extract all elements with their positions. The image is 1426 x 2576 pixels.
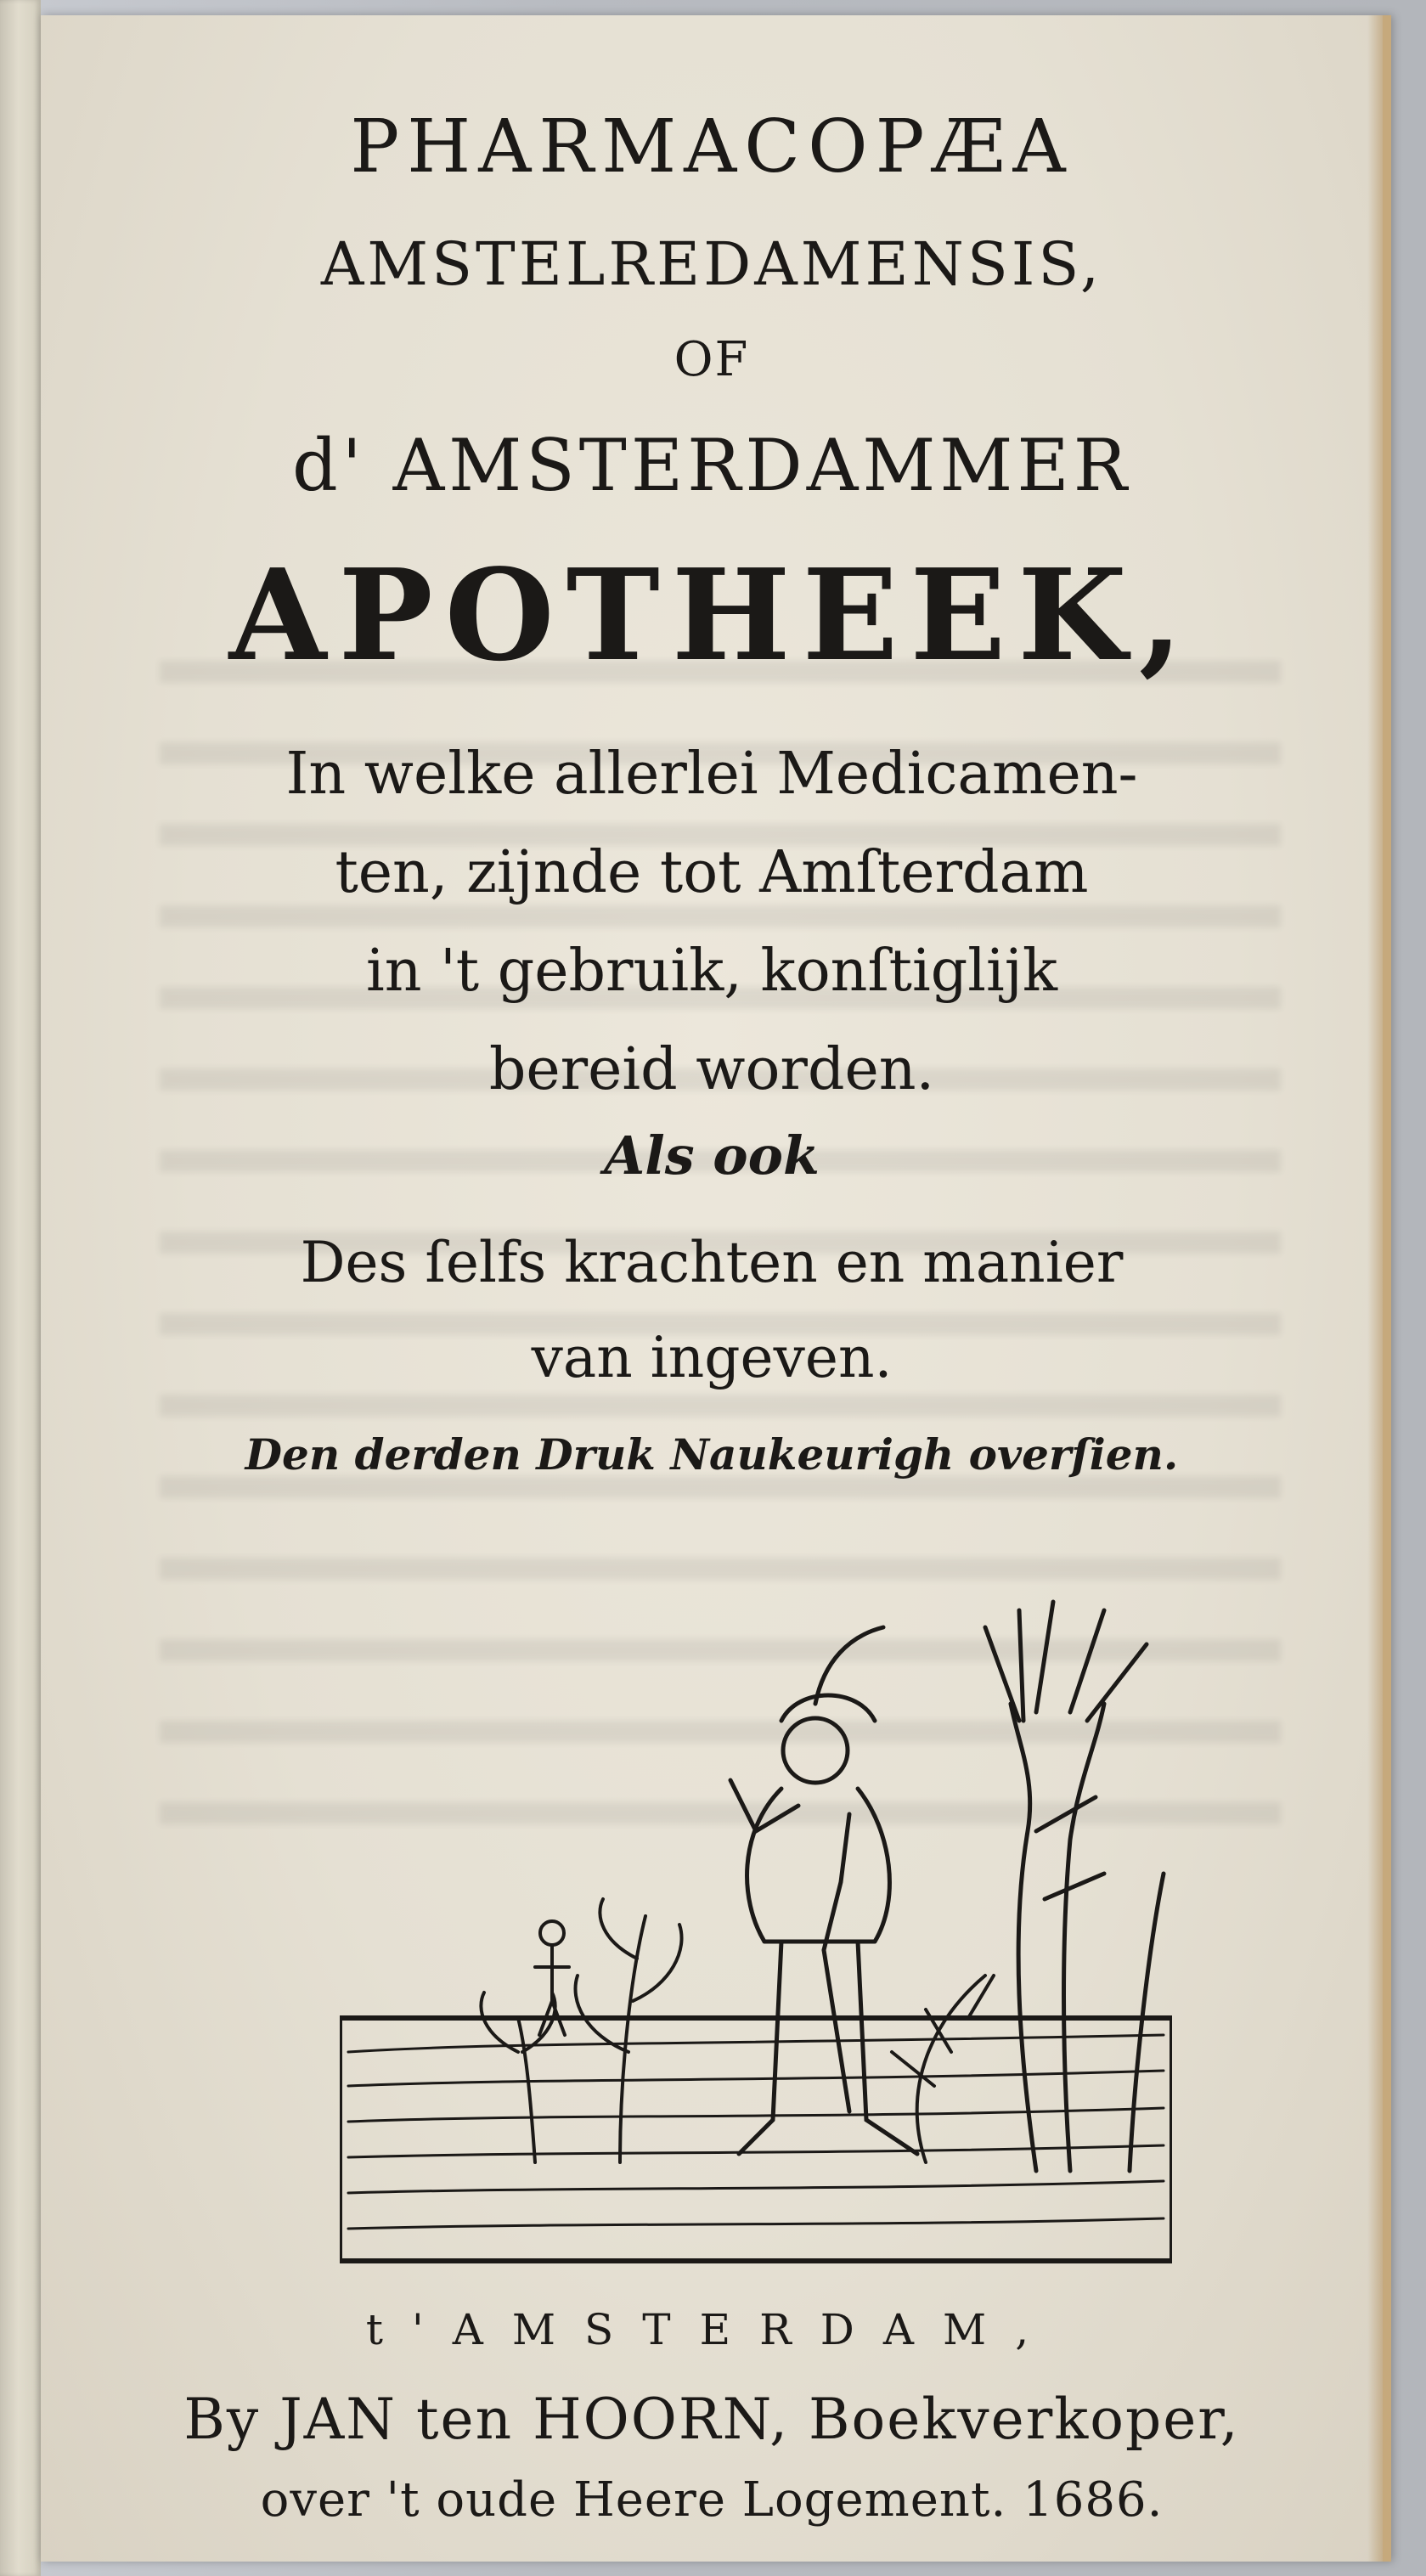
description-line-2: ten, zijnde tot Amſterdam xyxy=(335,839,1089,906)
man-figure-icon xyxy=(730,1627,917,2154)
title-line-of: OF xyxy=(674,332,750,387)
title-line-pharmacopaea: PHARMACOPÆA xyxy=(350,104,1074,189)
imprint-place: t'AMSTERDAM, xyxy=(365,2305,1058,2354)
imprint-printer: By JAN ten HOORN, Boekverkoper, xyxy=(183,2387,1240,2452)
title-line-amstelredamensis: AMSTELREDAMENSIS, xyxy=(320,229,1103,299)
book-spine xyxy=(0,0,41,2576)
shrub-icon xyxy=(892,1976,994,2162)
description-line-1: In welke allerlei Medicamen- xyxy=(285,741,1138,808)
plant-icon xyxy=(481,1899,681,2162)
description-line-6: van ingeven. xyxy=(531,1325,893,1390)
imprint-address-year: over 't oude Heere Logement. 1686. xyxy=(260,2472,1164,2528)
title-line-amsterdammer: d' AMSTERDAMMER xyxy=(292,424,1131,507)
title-line-apotheek: APOTHEEK, xyxy=(228,541,1195,689)
description-line-5: Des ſelfs krachten en manier xyxy=(300,1230,1124,1295)
edition-note: Den derden Druk Naukeurigh overſien. xyxy=(245,1429,1179,1480)
als-ook-line: Als ook xyxy=(604,1125,820,1187)
title-page xyxy=(41,15,1391,2562)
woodcut-illustration xyxy=(340,1576,1172,2273)
tree-icon xyxy=(985,1602,1164,2171)
ground-hatching xyxy=(348,2035,1164,2229)
description-line-4: bereid worden. xyxy=(488,1036,935,1103)
description-line-3: in 't gebruik, konſtiglijk xyxy=(365,938,1058,1005)
